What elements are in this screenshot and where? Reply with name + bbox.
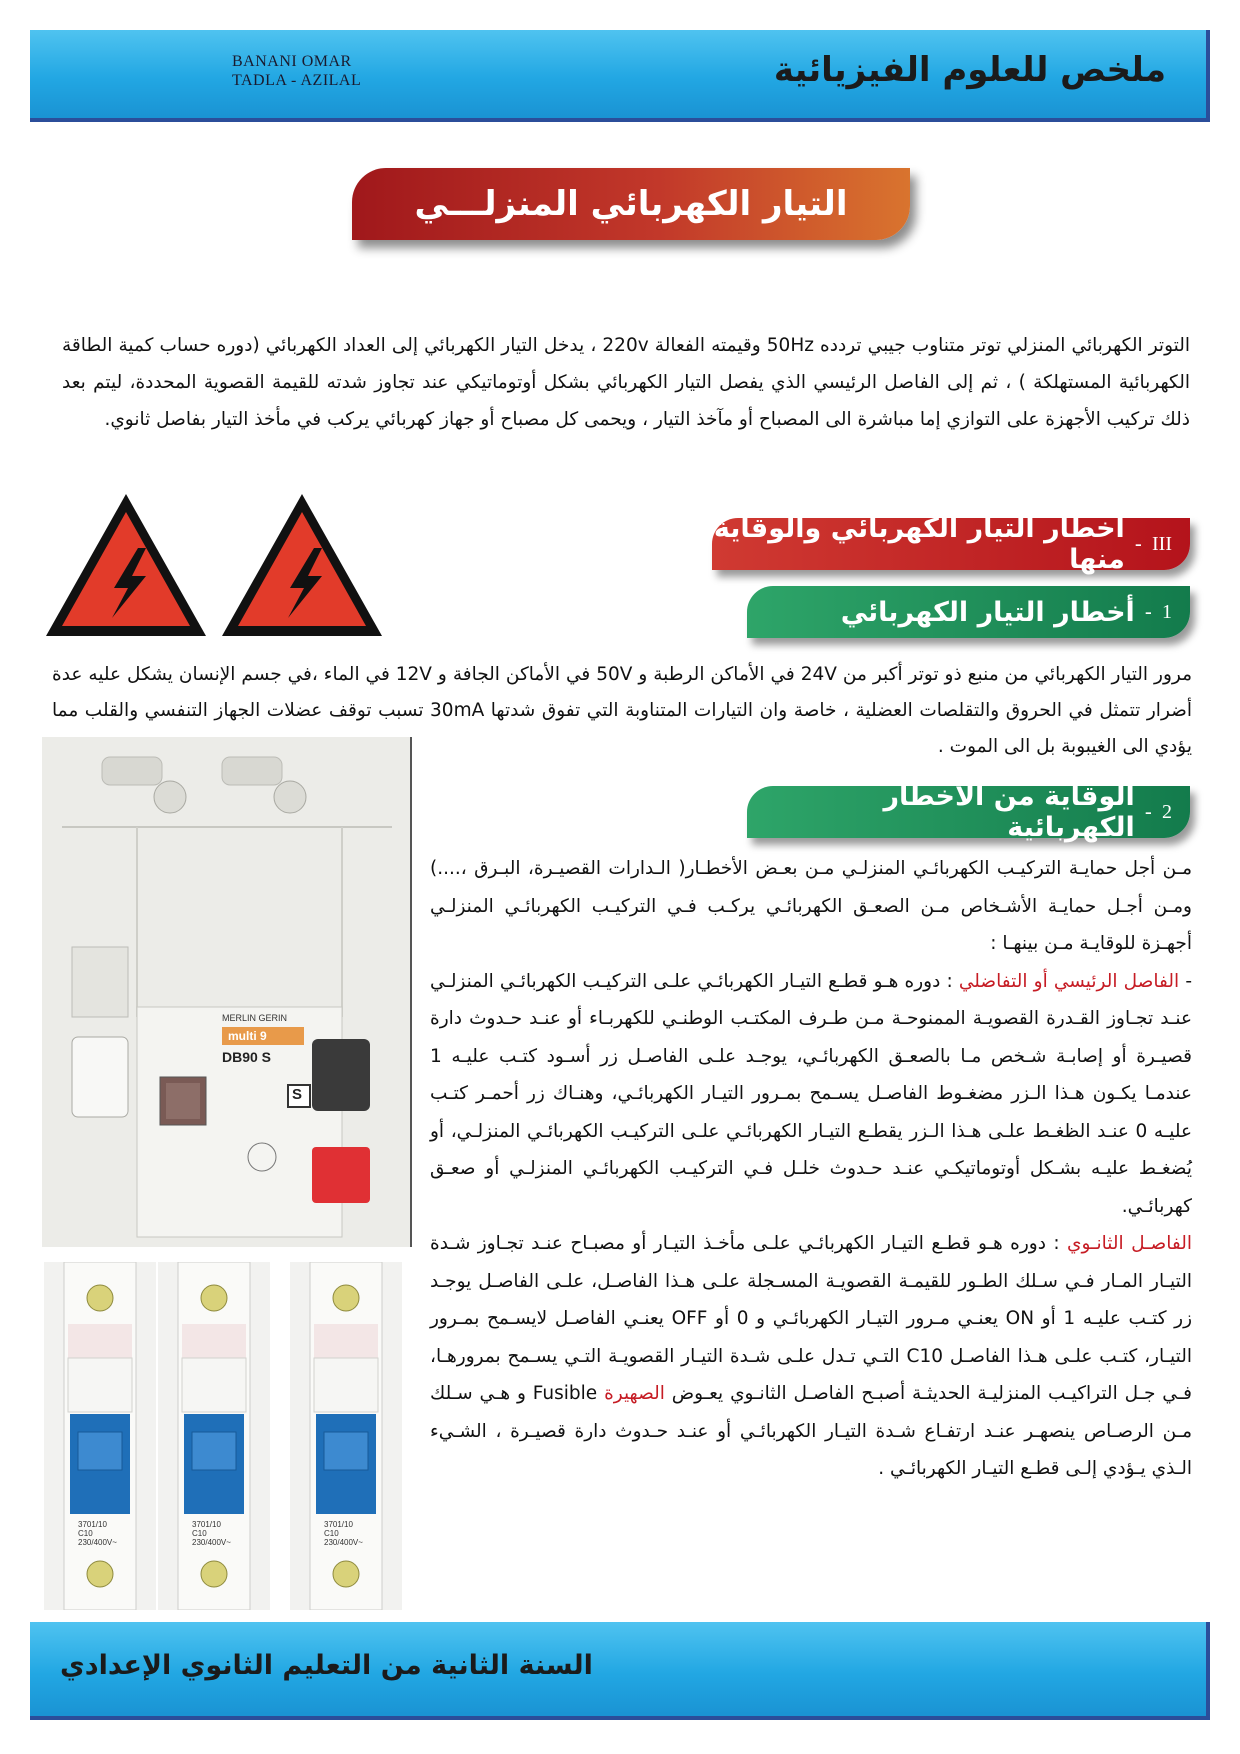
header-banner bbox=[30, 30, 1210, 122]
section-heading-2 bbox=[747, 781, 1190, 843]
main-breaker-text: : دوره هـو قطـع التيـار الكهربائـي علـى التركيـب الكهربائـي المنزلـي عنـد تجـاوز القـدرة القصويـة الممنوحـة مـن طـرف المكتـب الوطنـي للكهربـاء أو عنـد حـدوث دارة قصيـرة أو إصابـة شـخص مـا بالصعـق الكهربائـي، يوجـد علـى الفاصـل زر أسـود كتـب عليـه 1 عندمـا يكـون هـذا الـزر مضغـوط الفاصـل يسـمح بمـرور التيـار الكهربائـي، وهنـاك زر أحمـر كتـب عليـه 0 عنـد الظغـط علـى هـذا الـزر يقطـع التيـار الكهربائـي علـى التركيـب الكهربائـي المنزلـي، أو يُضغـط عليـه بشـكل أوتوماتيكـي عنـد حـدوث خلـل فـي التركيـب الكهربائـي المنزلـي أو صعـق كهربائـي. bbox=[430, 970, 1193, 1217]
breaker-ref: 3701/10 bbox=[192, 1520, 221, 1529]
list-dash: - bbox=[1179, 970, 1193, 992]
intro-paragraph: التوتر الكهربائي المنزلي توتر متناوب جيبي تردده 50Hz وقيمته الفعالة 220v ، يدخل التيار الكهربائي إلى العداد الكهربائي (دوره حساب كمية الطاقة الكهربائية المستهلكة ) ، ثم إلى الفاصل الرئيسي الذي يفصل التيار الكهربائي بشكل أوتوماتيكي عند تجاوز شدته للقيمة القصوية المحددة، ليتم بعد ذلك تركيب الأجهزة على التوازي إما مباشرة الى المصباح أو مآخذ التيار ، ويحمى كل مصباح أو جهاز كهربائي يركب في مأخذ التيار بفاصل ثانوي. bbox=[62, 335, 1190, 430]
breaker-voltage: 230/400V~ bbox=[324, 1538, 363, 1547]
breaker-info bbox=[324, 1520, 363, 1547]
section-heading-1 bbox=[747, 586, 1190, 638]
protection-paragraph bbox=[430, 850, 1192, 1488]
breaker-s-mark: S bbox=[292, 1086, 303, 1103]
breaker-rating: C10 bbox=[78, 1529, 93, 1538]
document-title: ملخص للعلوم الفيزيائية bbox=[773, 50, 1166, 90]
protection-intro: مـن أجل حمايـة التركيـب الكهربائـي المنزلـي مـن بعـض الأخطـار( الـدارات القصيـرة، البـرق ،....) ومـن أجـل حمايـة الأشـخاص مـن الصعـق الكهربائـي يركـب فـي التركيـب الكهربائـي المنزلـي أجهـزة للوقايـة مـن بينهـا : bbox=[430, 858, 1192, 954]
section-label: أخطار التيار الكهربائي والوقاية منها bbox=[713, 513, 1125, 575]
breaker-voltage: 230/400V~ bbox=[192, 1538, 231, 1547]
breaker-voltage: 230/400V~ bbox=[78, 1538, 117, 1547]
high-voltage-warning-icon bbox=[218, 490, 386, 640]
section-dash: - bbox=[1144, 600, 1152, 624]
main-breaker-photo bbox=[42, 737, 412, 1247]
author-block bbox=[232, 52, 361, 90]
breaker-ref: 3701/10 bbox=[78, 1520, 107, 1529]
section-heading-iii bbox=[712, 513, 1190, 575]
breaker-info bbox=[78, 1520, 117, 1547]
section-dash: - bbox=[1134, 532, 1143, 556]
author-place: TADLA - AZILAL bbox=[232, 72, 362, 89]
section-number: 1 bbox=[1162, 600, 1172, 623]
breaker-model-line: multi 9 bbox=[228, 1029, 267, 1043]
main-breaker-label: الفاصل الرئيسي أو التفاضلي bbox=[958, 970, 1180, 992]
section-dash: - bbox=[1144, 800, 1152, 824]
dangers-paragraph: مرور التيار الكهربائي من منبع ذو توتر أكبر من 24V في الأماكن الرطبة و 50V في الأماكن الجافة و 12V في الماء ،في جسم الإنسان يشكل عليه عدة أضرار تتمثل في الحروق والتقلصات العضلية ، خاصة وان التيارات المتناوبة التي تفوق شدتها 30mA تسبب توقف عضلات الجهاز التنفسي والقلب مما يؤدي الى الغيبوبة بل الى الموت . bbox=[52, 664, 1193, 757]
lesson-title: التيار الكهربائي المنزلـــي bbox=[414, 184, 848, 224]
lesson-title-ribbon bbox=[352, 168, 910, 240]
section-label: أخطار التيار الكهربائي bbox=[840, 596, 1135, 628]
secondary-breaker-photo bbox=[290, 1262, 402, 1610]
section-number: 2 bbox=[1162, 800, 1172, 823]
breaker-info bbox=[192, 1520, 231, 1547]
breaker-rating: C10 bbox=[192, 1529, 207, 1538]
author-name: BANANI OMAR bbox=[232, 53, 352, 70]
breaker-ref: 3701/10 bbox=[324, 1520, 353, 1529]
section-label: الوقاية من الأخطار الكهربائية bbox=[883, 781, 1135, 843]
secondary-breaker-photo bbox=[44, 1262, 156, 1610]
footer-banner bbox=[30, 1622, 1210, 1720]
footer-level-label: السنة الثانية من التعليم الثانوي الإعدادي bbox=[60, 1650, 593, 1681]
fuse-label: الصهيرة bbox=[604, 1383, 665, 1404]
breaker-model: DB90 S bbox=[222, 1049, 272, 1065]
secondary-breaker-label: الفاصـل الثانـوي bbox=[1067, 1233, 1192, 1254]
section-number: III bbox=[1152, 532, 1172, 555]
fuse-text: Fusible و هـي سـلك مـن الرصـاص ينصهـر عنـد ارتفـاع شـدة التيـار الكهربائـي أو عنـد حـدوث دارة قصيـرة ، الشـيء الـذي يـؤدي إلـى قطـع التيـار الكهربائـي . bbox=[430, 1383, 1192, 1479]
breaker-rating: C10 bbox=[324, 1529, 339, 1538]
secondary-breaker-photo bbox=[158, 1262, 270, 1610]
secondary-breaker-text: : دوره هـو قطـع التيـار الكهربائـي علـى مأخـذ التيـار أو مصبـاح عنـد تجـاوز شـدة التيـار المـار فـي سـلك الطـور للقيمـة القصويـة المسـجلة علـى هـذا الفاصـل، علـى الفاصـل يوجـد زر كتـب عليـه 1 أو ON يعنـي مـرور التيـار الكهربائـي و 0 أو OFF يعنـي الفاصـل لايسـمح بمـرور التيـار، كتـب علـى هـذا الفاصـل C10 التـي تـدل علـى شـدة التيـار القصويـة التـي يسـمح بمرورهـا، فـي جـل التراكيـب المنزليـة الحديثـة أصبـح الفاصـل الثانـوي يعـوض bbox=[430, 1233, 1193, 1404]
high-voltage-warning-icon bbox=[42, 490, 210, 640]
breaker-brand-label: MERLIN GERIN bbox=[222, 1013, 288, 1023]
